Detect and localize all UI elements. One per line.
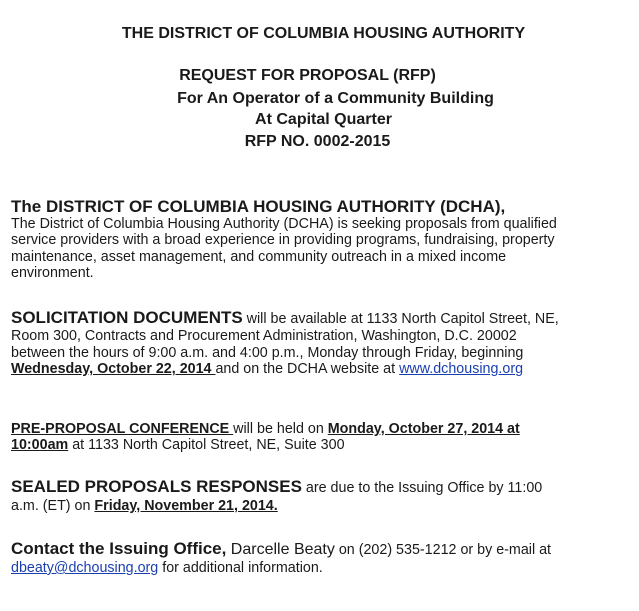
intro-line: The District of Columbia Housing Authority (DCHA) is seeking proposals from qualified	[11, 216, 557, 232]
contact-phone-text: on (202) 535-1212 or by e-mail at	[334, 542, 552, 558]
intro-line: service providers with a broad experience in providing programs, fundraising, property	[11, 232, 555, 249]
solicitation-date: Wednesday, October 22, 2014	[11, 361, 216, 378]
sealed-due-date: Friday, November 21, 2014.	[94, 498, 278, 514]
preproposal-time: 10:00am	[11, 437, 69, 454]
contact-text: for additional information.	[158, 560, 323, 576]
organization-title: THE DISTRICT OF COLUMBIA HOUSING AUTHORITY	[121, 25, 526, 42]
rfp-location: At Capital Quarter	[255, 111, 392, 128]
dcha-website-link[interactable]: www.dchousing.org	[399, 361, 524, 378]
solicitation-paragraph	[11, 310, 633, 378]
preproposal-location: at 1133 North Capitol Street, NE, Suite 300	[68, 437, 345, 454]
contact-email-link[interactable]: dbeaty@dchousing.org	[11, 560, 159, 576]
solicitation-text: and on the DCHA website at	[215, 361, 400, 378]
solicitation-text: Room 300, Contracts and Procurement Administration, Washington, D.C. 20002	[11, 327, 517, 344]
contact-name: Darcelle Beaty	[226, 541, 335, 558]
sealed-text: a.m. (ET) on	[11, 498, 95, 514]
preproposal-text: will be held on	[233, 421, 328, 437]
contact-paragraph	[11, 540, 633, 577]
rfp-title: REQUEST FOR PROPOSAL (RFP)	[179, 67, 436, 84]
intro-line: environment.	[11, 264, 94, 281]
intro-paragraph	[11, 197, 633, 281]
sealed-text: are due to the Issuing Office by 11:00	[301, 480, 543, 496]
intro-line: maintenance, asset management, and community outreach in a mixed income	[11, 248, 507, 265]
rfp-number: RFP NO. 0002-2015	[244, 133, 391, 150]
contact-heading: Contact the Issuing Office,	[11, 539, 227, 558]
preproposal-date: Monday, October 27, 2014 at	[327, 421, 520, 437]
solicitation-text: will be available at 1133 North Capitol Street, NE,	[242, 311, 559, 327]
rfp-subject: For An Operator of a Community Building	[177, 90, 494, 107]
solicitation-text: between the hours of 9:00 a.m. and 4:00 p.m., Monday through Friday, beginning	[11, 344, 524, 361]
solicitation-heading: SOLICITATION DOCUMENTS	[11, 308, 243, 327]
sealed-heading: SEALED PROPOSALS RESPONSES	[11, 477, 302, 496]
preproposal-heading: PRE-PROPOSAL CONFERENCE	[11, 421, 234, 437]
intro-heading: The DISTRICT OF COLUMBIA HOUSING AUTHORITY (DCHA),	[11, 197, 506, 216]
sealed-proposals-paragraph	[11, 478, 633, 515]
preproposal-paragraph	[11, 421, 633, 454]
